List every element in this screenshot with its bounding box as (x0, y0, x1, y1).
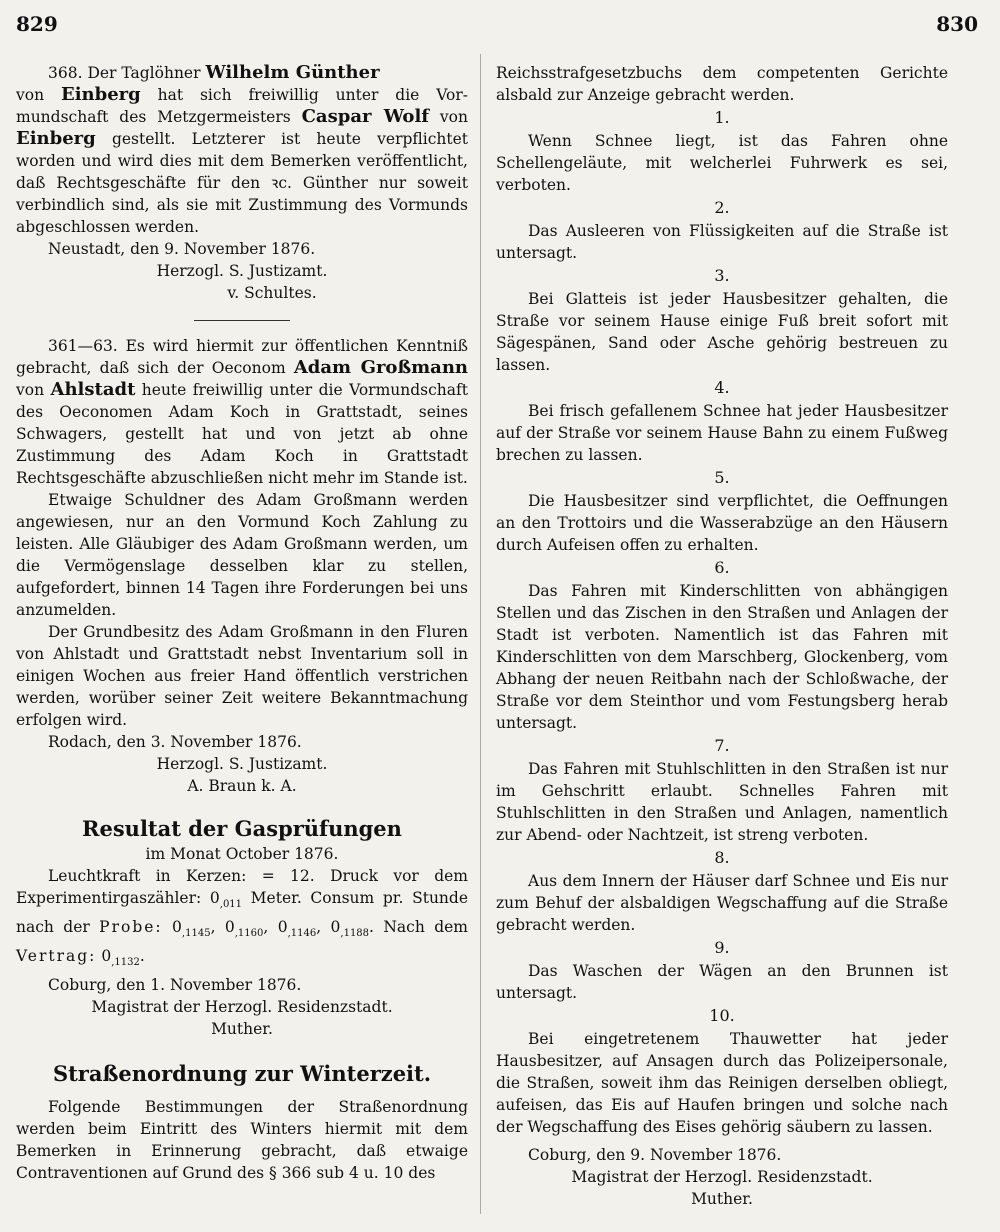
gas-text: . (139, 947, 145, 966)
rule-item-4 (496, 376, 948, 466)
rule-number: 7. (714, 736, 730, 755)
notice-text: mundschaft des Metzgermeisters (16, 108, 302, 126)
gas-value: ,1146 (287, 928, 317, 940)
rule-item-7 (496, 734, 948, 846)
rule-text: Wenn Schnee liegt, ist das Fahren ohne Schellengeläute, mit welcherlei Fuhrwerk es sei, verboten. (496, 132, 948, 194)
notice-place-date: Neustadt, den 9. November 1876. (48, 240, 316, 258)
rule-number: 5. (714, 468, 730, 487)
place-name: Einberg (60, 84, 141, 105)
right-column (496, 62, 948, 1210)
gas-place-date: Coburg, den 1. November 1876. (48, 976, 302, 995)
rule-number: 4. (714, 378, 730, 397)
notice-text: von (439, 108, 468, 126)
rule-number: 3. (714, 266, 730, 285)
left-column (16, 62, 468, 1184)
gas-text: . Nach dem (369, 918, 469, 937)
rule-item-9 (496, 936, 948, 1004)
gas-signer: Muther. (211, 1020, 273, 1039)
notice-signer: v. Schultes. (227, 284, 317, 302)
gas-office: Magistrat der Herzogl. Residenzstadt. (91, 998, 393, 1017)
notice-text: gestellt. Letzterer ist heute verpflichtet worden und wird dies mit dem Bemerken veröffentlicht, daß Rechtsgeschäfte für den ꝛc. Günther nur soweit verbindlich sind, als sie mit Zustimmung des Vormunds abgeschlossen werden. (16, 130, 468, 236)
rule-text: Das Ausleeren von Flüssigkeiten auf die Straße ist untersagt. (496, 222, 948, 262)
person-name: Wilhelm Günther (205, 62, 380, 83)
notice-text: 361—63. Es wird hiermit zur öffentlichen Kenntniß gebracht, daß sich der Oeconom (16, 337, 468, 377)
column-divider (480, 54, 481, 1214)
section-rule (194, 320, 290, 321)
rule-text: Aus dem Innern der Häuser darf Schnee und Eis nur zum Behuf der alsbaldigen Wegschaffung auf die Straße gebracht werden. (496, 872, 948, 934)
guardian-name: Caspar Wolf (301, 106, 430, 127)
place-name: Ahlstadt (50, 379, 136, 400)
gas-test-results (16, 815, 468, 1040)
notice-368-body (16, 62, 468, 238)
rule-number: 9. (714, 938, 730, 957)
rule-number: 6. (714, 558, 730, 577)
notice-361-63 (16, 335, 468, 797)
gas-label: Vertrag: (16, 947, 97, 966)
gas-label: Probe: (99, 918, 163, 937)
rule-text: Bei eingetretenem Thauwetter hat jeder Hausbesitzer, auf Ansagen durch das Polizeipersonale, die Straßen, soweit ihm das Reinigen derselben obliegt, aufeisen, das Eis auf Haufen bringen und solche nach der Wegschaffung des Eises gehörig säubern zu lassen. (496, 1030, 948, 1136)
rule-number: 10. (709, 1006, 735, 1025)
notice-text: von (16, 381, 51, 399)
gas-title: Resultat der Gasprüfungen (82, 816, 402, 841)
gas-value: ,1132 (111, 957, 140, 969)
rule-number: 1. (714, 108, 730, 127)
notice-text: heute freiwillig unter die Vormundschaft des Oeconomen Adam Koch in Grattstadt, seines Schwagers, gestellt hat und von jetzt ab ohne Zustimmung des Adam Koch in Grattstadt Rechtsgeschäfte abzuschließen nicht mehr im Stande ist. (16, 381, 468, 487)
gas-value: ,011 (219, 899, 243, 911)
notice-office: Herzogl. S. Justizamt. (156, 262, 328, 280)
gas-value: ,1188 (340, 928, 370, 940)
notice-text: 368. Der Taglöhner (48, 64, 206, 82)
notice-place-date: Rodach, den 3. November 1876. (48, 733, 302, 751)
winter-street-rules-intro (16, 1060, 468, 1184)
gas-text: Leuchtkraft in Kerzen: = 12. Druck vor dem Experimentirgaszähler: 0 (16, 867, 468, 907)
notice-368 (16, 62, 468, 304)
gas-subtitle: im Monat October 1876. (145, 845, 339, 863)
rule-item-1 (496, 106, 948, 196)
winter-rules-intro: Folgende Bestimmungen der Straßenordnung werden beim Eintritt des Winters hiermit mit dem Bemerken in Erinnerung gebracht, daß etwaige Contraventionen auf Grund des § 366 sub 4 u. 10 des (16, 1098, 468, 1183)
rule-number: 8. (714, 848, 730, 867)
rule-item-10 (496, 1004, 948, 1138)
rule-text: Bei Glatteis ist jeder Hausbesitzer gehalten, die Straße vor seinem Hause einige Fuß breit sofort mit Sägespänen, Sand oder Asche gehörig bestreuen zu lassen. (496, 290, 948, 374)
notice-text: von (16, 86, 61, 104)
page-number-left: 829 (16, 12, 58, 36)
gas-value: 0 (96, 947, 112, 966)
rule-text: Die Hausbesitzer sind verpflichtet, die Oeffnungen an den Trottoirs und die Wasserabzüge an den Häusern durch Aufeisen offen zu erhalten. (496, 492, 948, 554)
rule-text: Das Fahren mit Kinderschlitten von abhängigen Stellen und das Zischen in den Straßen und Anlagen der Stadt ist verboten. Namentlich ist das Fahren mit Kinderschlitten von dem Marschberg, Glockenberg, vom Abhang der neuen Reitbahn nach der Schloßwache, der Straße vor dem Steinthor und vom Festungsberg herab untersagt. (496, 582, 948, 732)
person-name: Adam Großmann (293, 357, 468, 378)
gas-value: , 0 (263, 918, 288, 937)
notice-361-debtors: Etwaige Schuldner des Adam Großmann werden angewiesen, nur an den Vormund Koch Zahlung zu leisten. Alle Gläubiger des Adam Großmann werden, um die Vermögenslage desselben klar zu stellen, aufgefordert, binnen 14 Tagen ihre Forderungen bei uns anzumelden. (16, 491, 468, 619)
notice-office: Herzogl. S. Justizamt. (156, 755, 328, 773)
winter-rules-signer: Muther. (691, 1190, 753, 1208)
winter-rules-intro-continued: Reichsstrafgesetzbuchs dem competenten Gerichte alsbald zur Anzeige gebracht werden. (496, 64, 948, 104)
place-name: Einberg (16, 128, 96, 149)
gas-value: , 0 (316, 918, 341, 937)
rule-text: Bei frisch gefallenem Schnee hat jeder Hausbesitzer auf der Straße vor seinem Hause Bahn zu einem Fußweg brechen zu lassen. (496, 402, 948, 464)
gas-text: Meter. Consum pr. Stunde nach der (16, 889, 469, 937)
winter-rules-place-date: Coburg, den 9. November 1876. (528, 1146, 782, 1164)
rule-item-8 (496, 846, 948, 936)
gas-value: 0 (162, 918, 182, 937)
rule-number: 2. (714, 198, 730, 217)
page-number-right: 830 (936, 12, 978, 36)
notice-text: hat sich freiwillig unter die Vor- (140, 86, 468, 104)
notice-361-property: Der Grundbesitz des Adam Großmann in den Fluren von Ahlstadt und Grattstadt nebst Inventarium soll in einigen Wochen aus freier Hand öffentlich verstrichen werden, worüber seiner Zeit weitere Bekanntmachung erfolgen wird. (16, 623, 468, 729)
gas-value: ,1160 (234, 928, 264, 940)
notice-signer: A. Braun k. A. (187, 777, 297, 795)
gas-value: , 0 (210, 918, 235, 937)
rule-item-6 (496, 556, 948, 734)
rule-item-3 (496, 264, 948, 376)
notice-361-body (16, 335, 468, 489)
rule-item-2 (496, 196, 948, 264)
winter-rules-office: Magistrat der Herzogl. Residenzstadt. (571, 1168, 873, 1186)
rule-text: Das Fahren mit Stuhlschlitten in den Straßen ist nur im Gehschritt erlaubt. Schnelles Fahren mit Stuhlschlitten in den Straßen und Anlagen, namentlich zur Abend- oder Nachtzeit, ist streng verboten. (496, 760, 948, 844)
gas-value: ,1145 (181, 928, 211, 940)
winter-rules-title: Straßenordnung zur Winterzeit. (52, 1061, 432, 1087)
gas-body (16, 865, 468, 974)
rule-item-5 (496, 466, 948, 556)
rule-text: Das Waschen der Wägen an den Brunnen ist untersagt. (496, 962, 948, 1002)
